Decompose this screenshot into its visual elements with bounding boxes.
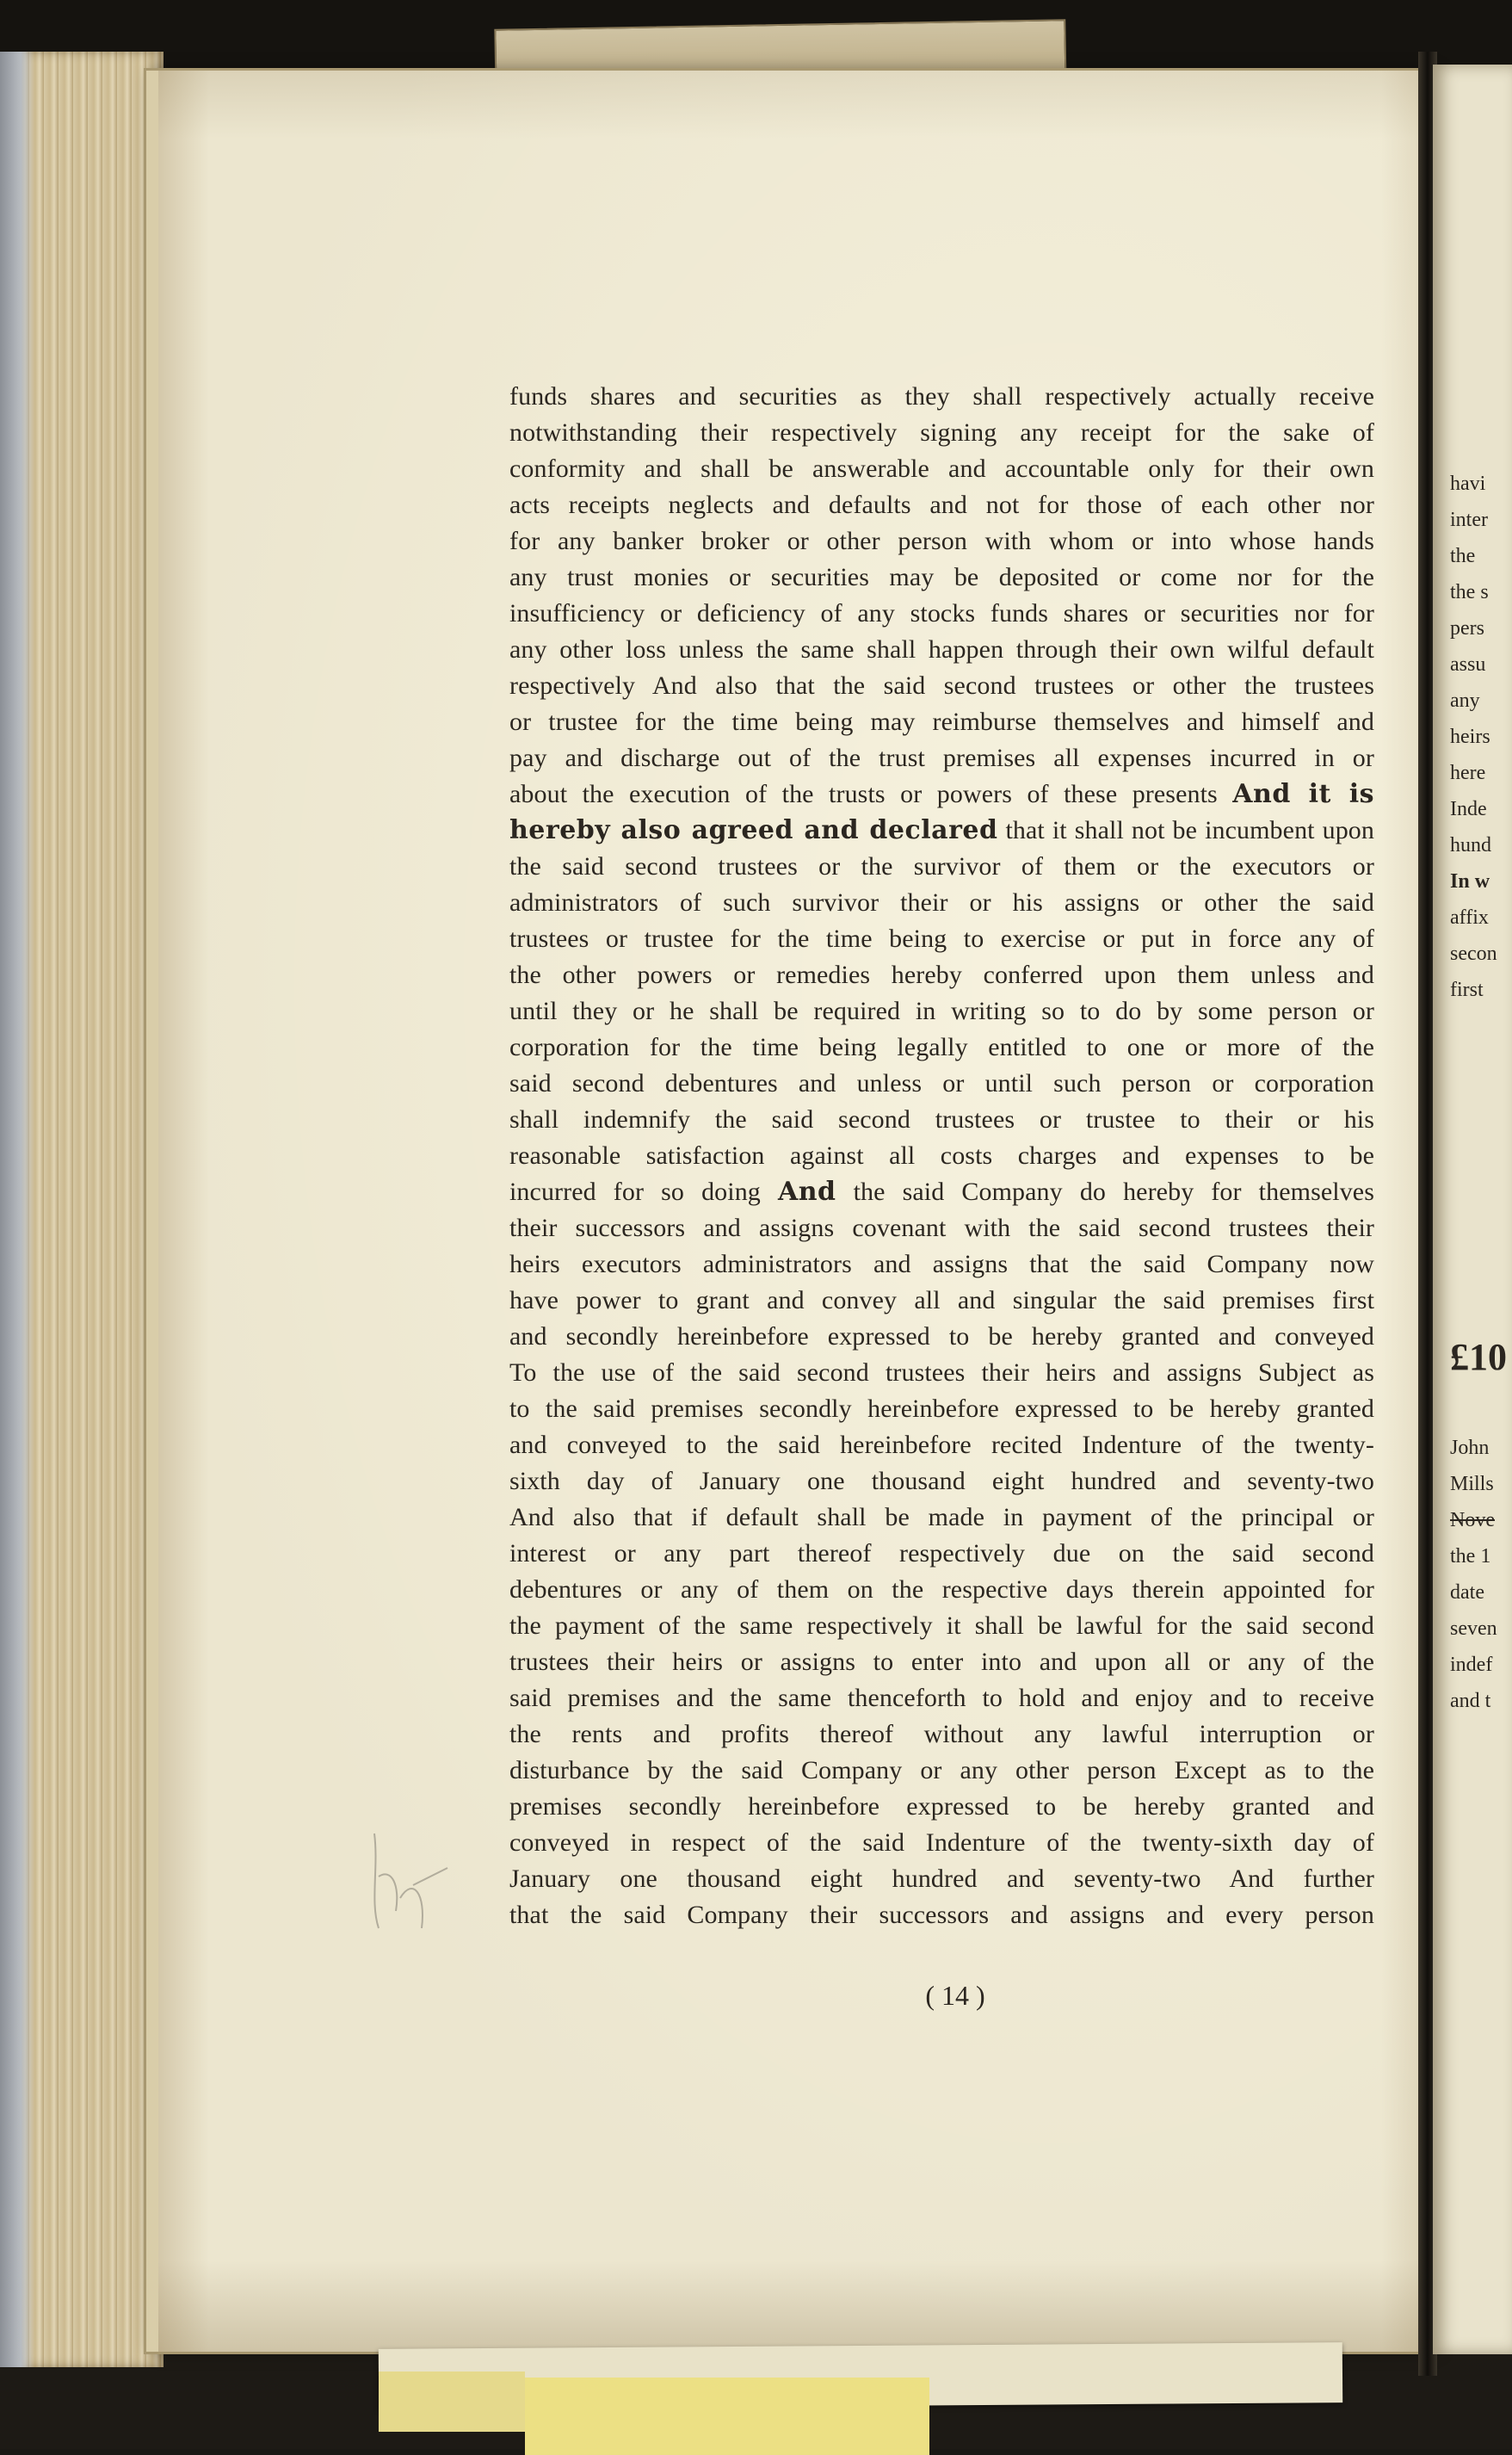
text-line: conveyed in respect of the said Indenture of the twenty-sixth day of bbox=[509, 1828, 1374, 1857]
right-fragment: In w bbox=[1450, 870, 1490, 893]
text-line: debentures or any of them on the respective days therein appointed for bbox=[509, 1575, 1374, 1604]
text-line: trustees their heirs or assigns to enter into and upon all or any of the bbox=[509, 1648, 1374, 1676]
text-segment: the said Company do hereby for themselves bbox=[853, 1178, 1374, 1206]
text-line: disturbance by the said Company or any other person Except as to the bbox=[509, 1756, 1374, 1784]
text-line: shall indemnify the said second trustees or trustee to their or his bbox=[509, 1105, 1374, 1134]
right-fragment: and t bbox=[1450, 1690, 1491, 1712]
text-line: acts receipts neglects and defaults and not for those of each other nor bbox=[509, 491, 1374, 519]
text-line: insufficiency or deficiency of any stocks funds shares or securities nor for bbox=[509, 599, 1374, 628]
text-segment: about the execution of the trusts or powers of these presents bbox=[509, 780, 1218, 808]
text-line: To the use of the said second trustees their heirs and assigns Subject as bbox=[509, 1358, 1374, 1387]
text-line bbox=[509, 1174, 1374, 1210]
right-heading: £10 bbox=[1450, 1336, 1507, 1378]
text-line: conformity and shall be answerable and accountable only for their own bbox=[509, 455, 1374, 483]
text-line: And also that if default shall be made in payment of the principal or bbox=[509, 1503, 1374, 1531]
right-fragment: the 1 bbox=[1450, 1545, 1491, 1568]
right-fragment: indef bbox=[1450, 1654, 1493, 1676]
text-line: any trust monies or securities may be deposited or come nor for the bbox=[509, 563, 1374, 591]
right-fragment: pers bbox=[1450, 617, 1484, 640]
text-line: and secondly hereinbefore expressed to be hereby granted and conveyed bbox=[509, 1322, 1374, 1351]
text-line: the rents and profits thereof without any lawful interruption or bbox=[509, 1720, 1374, 1748]
right-fragment: Inde bbox=[1450, 798, 1487, 820]
right-fragment: seven bbox=[1450, 1617, 1497, 1640]
text-line: the payment of the same respectively it shall be lawful for the said second bbox=[509, 1611, 1374, 1640]
page-number: ( 14 ) bbox=[925, 1980, 985, 2011]
right-fragment: inter bbox=[1450, 509, 1488, 531]
text-line: pay and discharge out of the trust premises all expenses incurred in or bbox=[509, 744, 1374, 772]
left-page-stack bbox=[0, 52, 164, 2367]
right-fragment: hund bbox=[1450, 834, 1491, 856]
text-line: for any banker broker or other person with whom or into whose hands bbox=[509, 527, 1374, 555]
text-line: to the said premises secondly hereinbefore expressed to be hereby granted bbox=[509, 1394, 1374, 1423]
text-line: any other loss unless the same shall happen through their own wilful default bbox=[509, 635, 1374, 664]
text-line: that the said Company their successors and assigns and every person bbox=[509, 1901, 1374, 1929]
text-line: their successors and assigns covenant with the said second trustees their bbox=[509, 1214, 1374, 1242]
right-fragment: Nove bbox=[1450, 1509, 1495, 1531]
text-segment: incurred for so doing bbox=[509, 1178, 761, 1206]
text-line: said second debentures and unless or until such person or corporation bbox=[509, 1069, 1374, 1098]
text-line: January one thousand eight hundred and seventy-two And further bbox=[509, 1864, 1374, 1893]
text-line: heirs executors administrators and assigns that the said Company now bbox=[509, 1250, 1374, 1278]
text-line: said premises and the same thenceforth to hold and enjoy and to receive bbox=[509, 1684, 1374, 1712]
text-line: until they or he shall be required in writing so to do by some person or bbox=[509, 997, 1374, 1025]
right-fragment: John bbox=[1450, 1437, 1490, 1459]
text-line: trustees or trustee for the time being to exercise or put in force any of bbox=[509, 924, 1374, 953]
text-line: notwithstanding their respectively signing any receipt for the sake of bbox=[509, 418, 1374, 447]
right-fragment: secon bbox=[1450, 943, 1497, 965]
text-line: the other powers or remedies hereby conferred upon them unless and bbox=[509, 961, 1374, 989]
right-fragment: the bbox=[1450, 545, 1476, 567]
right-fragment: assu bbox=[1450, 653, 1486, 676]
text-line: corporation for the time being legally entitled to one or more of the bbox=[509, 1033, 1374, 1061]
text-line: interest or any part thereof respectively due on the said second bbox=[509, 1539, 1374, 1568]
text-line: sixth day of January one thousand eight hundred and seventy-two bbox=[509, 1467, 1374, 1495]
gothic-heading: hereby also agreed and declared bbox=[509, 815, 998, 845]
text-line: have power to grant and convey all and singular the said premises first bbox=[509, 1286, 1374, 1314]
right-fragment: havi bbox=[1450, 473, 1486, 495]
text-line: and conveyed to the said hereinbefore recited Indenture of the twenty- bbox=[509, 1431, 1374, 1459]
gothic-heading: And bbox=[777, 1177, 836, 1207]
right-fragment: heirs bbox=[1450, 726, 1490, 748]
text-line bbox=[509, 813, 1374, 849]
gothic-heading: And it is bbox=[1232, 779, 1374, 809]
text-line: the said second trustees or the survivor of them or the executors or bbox=[509, 852, 1374, 881]
right-fragment: affix bbox=[1450, 906, 1489, 929]
pencil-scribble-icon bbox=[361, 1816, 456, 1945]
text-line: or trustee for the time being may reimburse themselves and himself and bbox=[509, 708, 1374, 736]
text-line: premises secondly hereinbefore expressed to be hereby granted and bbox=[509, 1792, 1374, 1821]
right-fragment: any bbox=[1450, 690, 1480, 712]
bottom-tab bbox=[525, 2378, 929, 2455]
body-text bbox=[509, 379, 1374, 1933]
right-fragment: first bbox=[1450, 979, 1484, 1001]
text-segment: that it shall not be incumbent upon bbox=[1005, 816, 1375, 844]
right-fragment: Mills bbox=[1450, 1473, 1494, 1495]
right-fragment: date bbox=[1450, 1581, 1484, 1604]
text-line: administrators of such survivor their or his assigns or other the said bbox=[509, 888, 1374, 917]
right-fragment: here bbox=[1450, 762, 1486, 784]
right-fragment: the s bbox=[1450, 581, 1489, 603]
text-line: respectively And also that the said second trustees or other the trustees bbox=[509, 671, 1374, 700]
text-line bbox=[509, 776, 1374, 813]
text-line: reasonable satisfaction against all costs charges and expenses to be bbox=[509, 1141, 1374, 1170]
text-line: funds shares and securities as they shall respectively actually receive bbox=[509, 382, 1374, 411]
right-page-edge bbox=[1433, 65, 1512, 2354]
bottom-tab bbox=[379, 2372, 525, 2432]
